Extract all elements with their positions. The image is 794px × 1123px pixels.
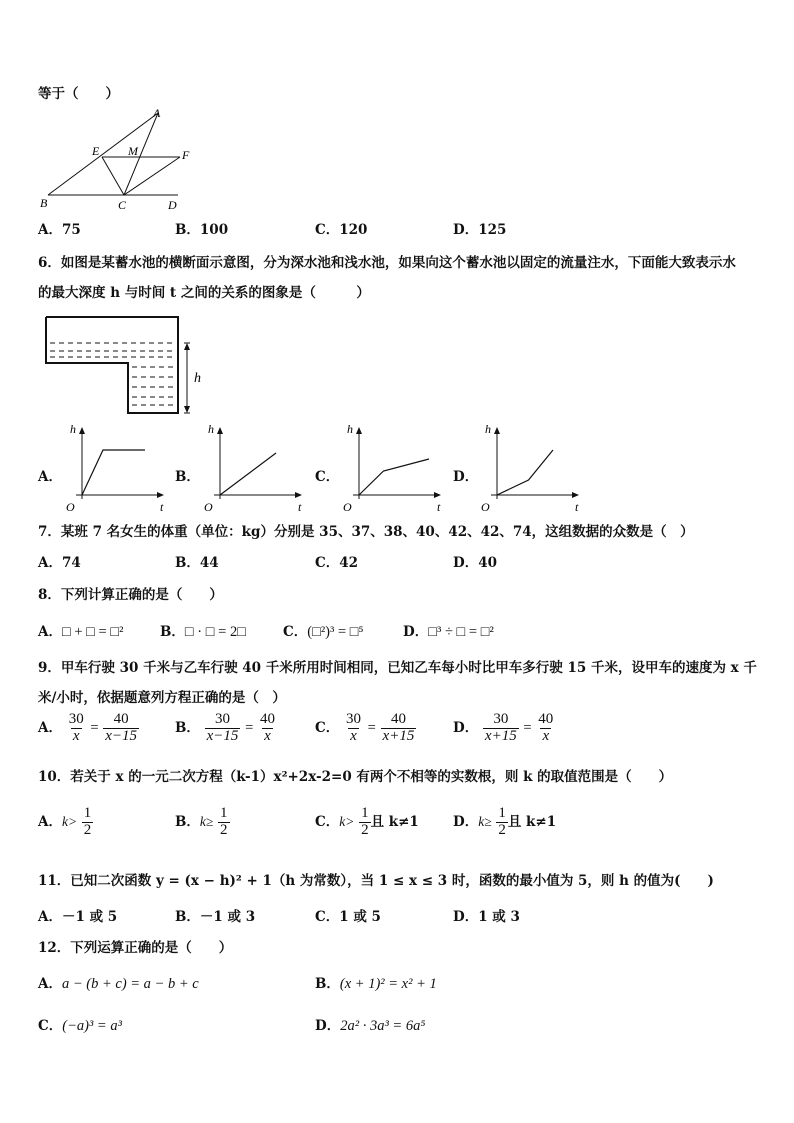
- q7-option-d: D．40: [453, 555, 497, 571]
- q6-reservoir-figure: [44, 315, 224, 420]
- q10-option-a: A．k> $\frac{1}{2}$: [38, 805, 92, 838]
- q10-option-c: C．k> $\frac{1}{2}$ 且 k≠1: [315, 805, 419, 838]
- q5-option-a: A．75: [38, 222, 81, 238]
- q12-option-b: B．(x + 1)² = x² + 1: [315, 976, 437, 992]
- q6-option-a-letter: A．: [38, 469, 62, 485]
- q10-option-d: D．k≥ $\frac{1}{2}$ 且 k≠1: [453, 805, 557, 838]
- q8-option-b: B．□ · □ = 2□: [160, 624, 246, 640]
- q7-stem: 7．某班 7 名女生的体重（单位：kg）分别是 35、37、38、40、42、42、74，这组数据的众数是（ ）: [38, 524, 694, 540]
- q5-option-c: C．120: [315, 222, 368, 238]
- q8-stem: 8．下列计算正确的是（ ）: [38, 587, 223, 603]
- origin-label: O: [343, 500, 352, 514]
- point-a-label: A: [153, 106, 161, 120]
- point-e-label: E: [92, 144, 100, 158]
- q6-graph-a: [60, 422, 164, 515]
- point-f-label: F: [182, 148, 190, 162]
- q6-option-d-letter: D．: [453, 469, 479, 485]
- axis-t-label: t: [160, 500, 164, 514]
- q12-option-c: C．(−a)³ = a³: [38, 1018, 122, 1034]
- point-m-label: M: [128, 144, 138, 158]
- point-d-label: D: [168, 198, 177, 212]
- q9-stem-line1: 9．甲车行驶 30 千米与乙车行驶 40 千米所用时间相同，已知乙车每小时比甲车多行驶 15 千米，设甲车的速度为 x 千: [38, 660, 757, 676]
- q9-option-a: A． $\frac{30}{x}$ = $\frac{40}{x-15}$: [38, 711, 138, 744]
- point-b-label: B: [40, 196, 48, 210]
- graph-curve: [497, 450, 553, 495]
- q11-option-c: C．1 或 5: [315, 909, 381, 925]
- q7-option-a: A．74: [38, 555, 81, 571]
- q9-option-b: B． $\frac{30}{x-15}$ = $\frac{40}{x}$: [175, 711, 275, 744]
- q6-option-c-letter: C．: [315, 469, 340, 485]
- axis-t-label: t: [575, 500, 579, 514]
- q5-option-b: B．100: [175, 222, 229, 238]
- q6-stem-line2: 的最大深度 h 与时间 t 之间的关系的图象是（ ）: [38, 285, 370, 301]
- depth-h-label: h: [194, 371, 201, 386]
- graph-curve: [220, 453, 276, 495]
- q5-stem: 等于（ ）: [38, 86, 119, 102]
- point-c-label: C: [118, 198, 127, 212]
- axis-h-label: h: [347, 422, 353, 436]
- q6-graph-d: [475, 422, 579, 515]
- q5-option-d: D．125: [453, 222, 507, 238]
- origin-label: O: [204, 500, 213, 514]
- axis-t-label: t: [437, 500, 441, 514]
- q11-option-a: A．－1 或 5: [38, 909, 118, 925]
- axis-t-label: t: [298, 500, 302, 514]
- q7-option-b: B．44: [175, 555, 219, 571]
- q6-option-b-letter: B．: [175, 469, 200, 485]
- q12-option-a: A．a − (b + c) = a − b + c: [38, 976, 199, 992]
- graph-curve: [359, 459, 429, 495]
- q12-stem: 12．下列运算正确的是（ ）: [38, 940, 233, 956]
- axis-h-label: h: [208, 422, 214, 436]
- q8-option-a: A．□ + □ = □²: [38, 624, 124, 640]
- q6-graph-b: [198, 422, 302, 515]
- q8-option-d: D．□³ ÷ □ = □²: [403, 624, 494, 640]
- origin-label: O: [66, 500, 75, 514]
- q6-stem-line1: 6．如图是某蓄水池的横断面示意图，分为深水池和浅水池，如果向这个蓄水池以固定的流量注水，下面能大致表示水: [38, 255, 736, 271]
- q9-option-c: C． $\frac{30}{x}$ = $\frac{40}{x+15}$: [315, 711, 415, 744]
- graph-curve: [82, 450, 145, 495]
- q11-stem: 11．已知二次函数 y = (x − h)² + 1（h 为常数），当 1 ≤ x ≤ 3 时，函数的最小值为 5，则 h 的值为( ): [38, 873, 714, 889]
- q5-triangle-figure: [40, 105, 210, 215]
- q11-option-d: D．1 或 3: [453, 909, 520, 925]
- axis-h-label: h: [485, 422, 491, 436]
- q10-stem: 10．若关于 x 的一元二次方程（k-1）x²+2x-2=0 有两个不相等的实数根，则 k 的取值范围是（ ）: [38, 769, 673, 785]
- q10-option-b: B．k≥ $\frac{1}{2}$: [175, 805, 228, 838]
- axis-h-label: h: [70, 422, 76, 436]
- origin-label: O: [481, 500, 490, 514]
- q8-option-c: C．(□²)³ = □⁵: [283, 624, 364, 640]
- q7-option-c: C．42: [315, 555, 359, 571]
- q12-option-d: D．2a² · 3a³ = 6a⁵: [315, 1018, 426, 1034]
- q6-graph-c: [337, 422, 441, 515]
- q11-option-b: B．－1 或 3: [175, 909, 256, 925]
- q9-option-d: D． $\frac{30}{x+15}$ = $\frac{40}{x}$: [453, 711, 554, 744]
- q9-stem-line2: 米/小时，依据题意列方程正确的是（ ）: [38, 690, 286, 706]
